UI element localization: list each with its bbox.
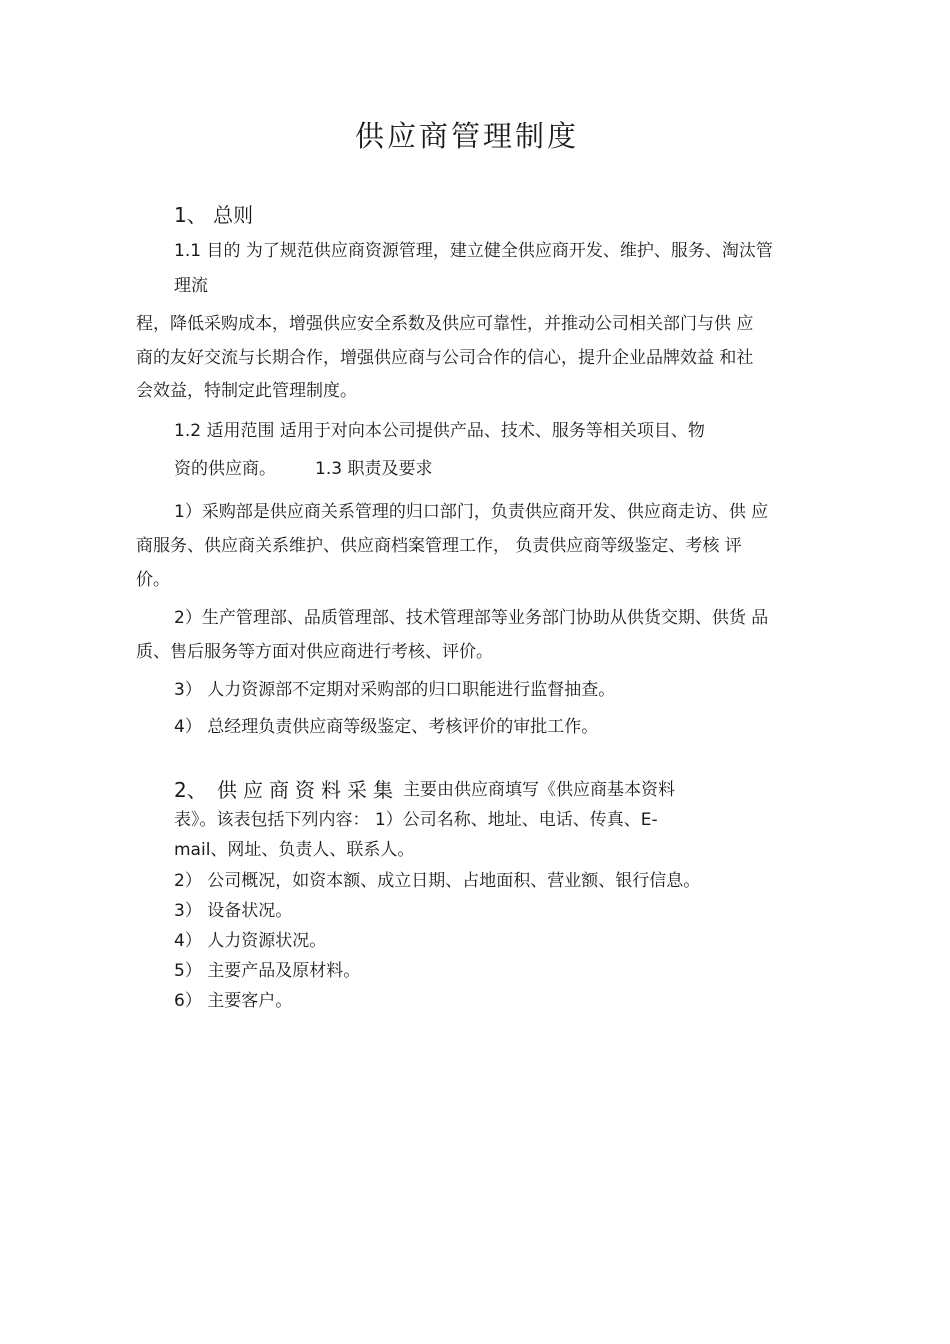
paragraph-line: 资的供应商。 <box>174 459 276 479</box>
list-item: 2） 公司概况，如资本额、成立日期、占地面积、营业额、银行信息。 <box>174 871 701 891</box>
subsection-heading: 1.3 职责及要求 <box>315 459 433 479</box>
list-item: 价。 <box>136 570 170 590</box>
list-item: 5） 主要产品及原材料。 <box>174 961 361 981</box>
paragraph-line: 1.1 目的 为了规范供应商资源管理，建立健全供应商开发、维护、服务、淘汰管 <box>174 241 773 261</box>
paragraph-line: 1.2 适用范围 适用于对向本公司提供产品、技术、服务等相关项目、物 <box>174 421 705 441</box>
list-item: 2）生产管理部、品质管理部、技术管理部等业务部门协助从供货交期、供货 品 <box>174 608 769 628</box>
paragraph-line: 理流 <box>174 276 208 296</box>
paragraph-line: 商的友好交流与长期合作，增强供应商与公司合作的信心，提升企业品牌效益 和社 <box>136 348 754 368</box>
section-2-heading: 供应商资料采集 <box>217 778 399 802</box>
document-title: 供应商管理制度 <box>355 119 580 153</box>
list-item: 4） 人力资源状况。 <box>174 931 327 951</box>
paragraph-line: 程，降低采购成本，增强供应安全系数及供应可靠性，并推动公司相关部门与供 应 <box>136 314 754 334</box>
paragraph-line: 主要由供应商填写《供应商基本资料 <box>403 780 675 800</box>
list-item: 4） 总经理负责供应商等级鉴定、考核评价的审批工作。 <box>174 717 599 737</box>
list-item: 3） 设备状况。 <box>174 901 293 921</box>
section-1-heading: 1、 总则 <box>174 203 254 227</box>
paragraph-line: mail、网址、负责人、联系人。 <box>174 840 415 860</box>
paragraph-line: 表》。该表包括下列内容： 1）公司名称、地址、电话、传真、E- <box>174 810 658 830</box>
list-item: 商服务、供应商关系维护、供应商档案管理工作， 负责供应商等级鉴定、考核 评 <box>136 536 742 556</box>
list-item: 6） 主要客户。 <box>174 991 293 1011</box>
list-item: 3） 人力资源部不定期对采购部的归口职能进行监督抽查。 <box>174 680 616 700</box>
list-item: 1）采购部是供应商关系管理的归口部门，负责供应商开发、供应商走访、供 应 <box>174 502 769 522</box>
section-2-number: 2、 <box>174 778 207 802</box>
list-item: 质、售后服务等方面对供应商进行考核、评价。 <box>136 642 493 662</box>
paragraph-line: 会效益，特制定此管理制度。 <box>136 381 357 401</box>
